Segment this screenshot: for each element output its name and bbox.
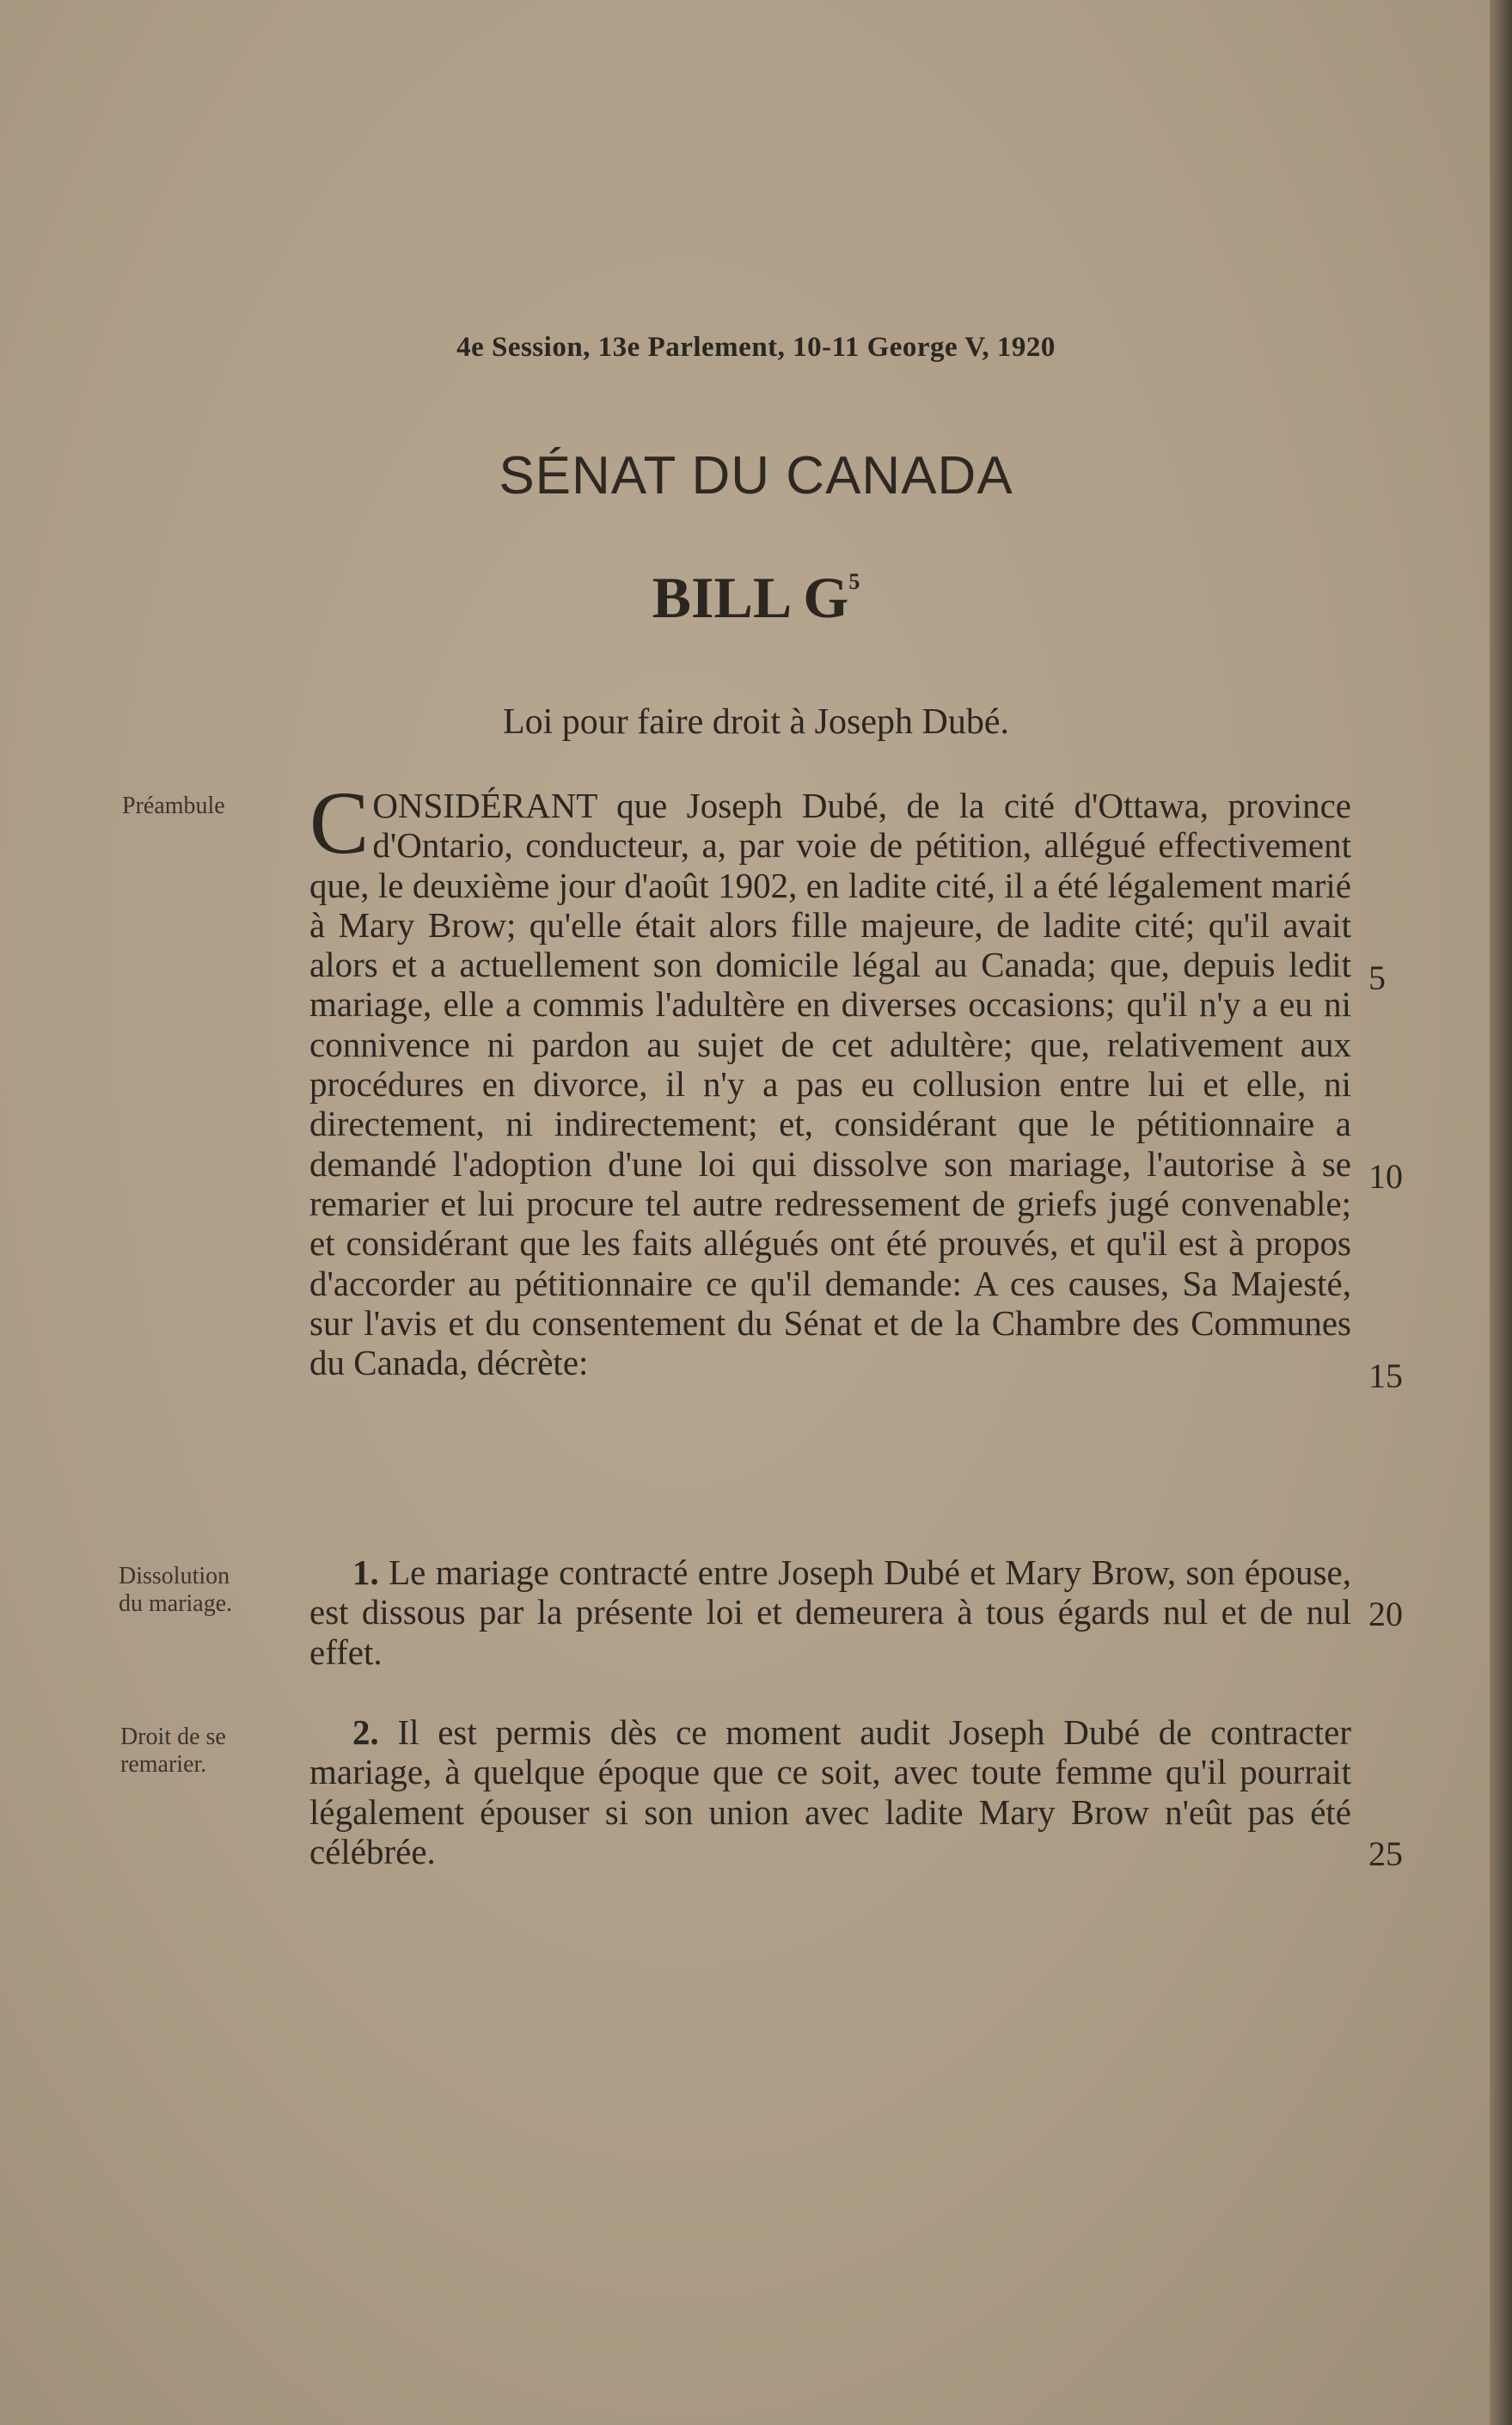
session-header: 4e Session, 13e Parlement, 10-11 George V, 1920 (456, 332, 1056, 363)
article-2-text: Il est permis dès ce moment audit Joseph Dubé de contracter mariage, à quelque époque que ce soit, avec toute femme qu'il pourrait légalement épouser si son union avec ladite Mary Brow n'eût pas été célébrée. (309, 1712, 1351, 1871)
article-1 (309, 1552, 1351, 1672)
chamber-title: SÉNAT DU CANADA (499, 446, 1013, 505)
margin-note-dissolution (119, 1563, 232, 1618)
bill-title (0, 564, 1512, 632)
page-edge (1490, 0, 1512, 2425)
margin-note-preamble: Préambule (122, 793, 225, 819)
article-2-number: 2. (352, 1712, 379, 1752)
preamble-text: ONSIDÉRANT que Joseph Dubé, de la cité d'Ottawa, province d'Ontario, conducteur, a, par voie de pétition, allégué effectivement que, le deuxième jour d'août 1902, en ladite cité, il a été légalement marié à Mary Brow; qu'elle était alors fille majeure, de ladite cité; qu'il avait alors et a actuellement son domicile légal au Canada; que, depuis ledit mariage, elle a commis l'adultère en diverses occasions; qu'il n'y a eu ni connivence ni pardon au sujet de cet adultère; que, relativement aux procédures en divorce, il n'y a pas eu collusion entre lui et elle, ni directement, ni indirectement; et, considérant que le pétitionnaire a demandé l'adoption d'une loi qui dissolve son mariage, l'autorise à se remarier et lui procure tel autre redressement de griefs jugé convenable; et considérant que les faits allégués ont été prouvés, et qu'il est à propos d'accorder au pétitionnaire ce qu'il demande: A ces causes, Sa Majesté, sur l'avis et du consentement du Sénat et de la Chambre des Communes du Canada, décrète: (309, 786, 1351, 1383)
margin-note-remarry (120, 1724, 226, 1779)
drop-cap: C (309, 774, 370, 873)
bill-number: 5 (848, 569, 860, 594)
line-number-5: 5 (1368, 958, 1386, 997)
margin-note-remarry-line1: Droit de se (120, 1724, 226, 1750)
article-1-text: Le mariage contracté entre Joseph Dubé et Mary Brow, son épouse, est dissous par la présente loi et demeurera à tous égards nul et de nul effet. (309, 1552, 1351, 1672)
line-number-15: 15 (1368, 1356, 1403, 1395)
article-2 (309, 1712, 1351, 1871)
margin-note-remarry-line2: remarier. (120, 1751, 207, 1778)
line-number-25: 25 (1368, 1834, 1403, 1873)
margin-note-dissolution-line1: Dissolution (119, 1563, 230, 1589)
line-number-10: 10 (1368, 1157, 1403, 1196)
article-1-number: 1. (352, 1552, 379, 1592)
margin-note-dissolution-line2: du mariage. (119, 1590, 233, 1617)
preamble-paragraph (309, 774, 1351, 1383)
line-number-20: 20 (1368, 1595, 1403, 1633)
bill-subtitle: Loi pour faire droit à Joseph Dubé. (502, 702, 1009, 742)
bill-label: BILL G (652, 565, 849, 630)
